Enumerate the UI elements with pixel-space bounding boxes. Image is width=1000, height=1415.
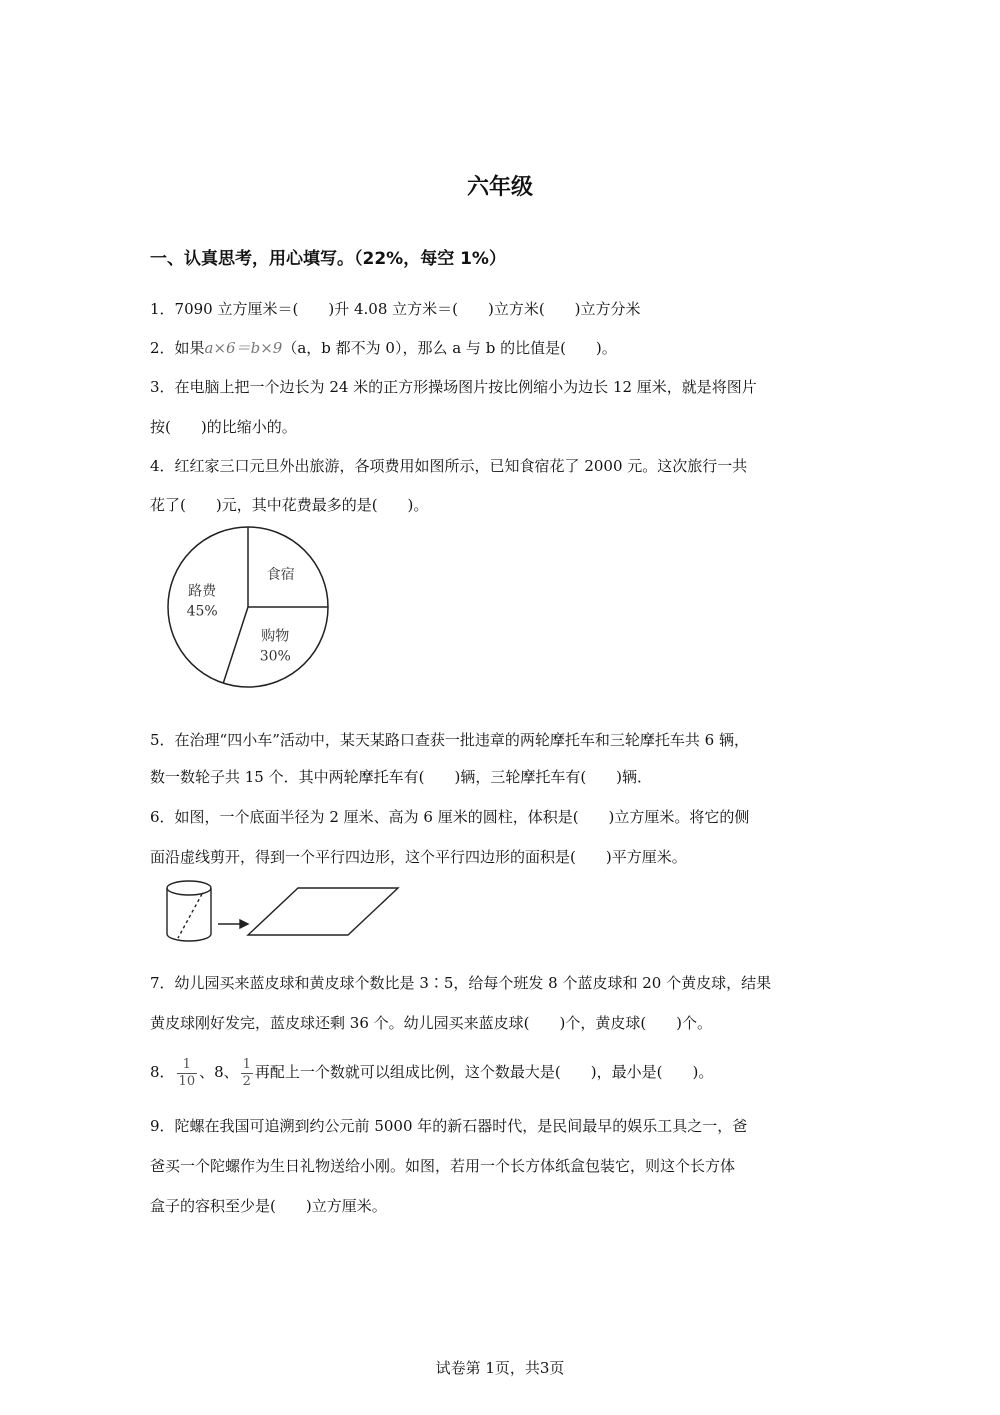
question-8-suffix: 再配上一个数就可以组成比例，这个数最大是( )，最小是( )。 [254, 1063, 714, 1081]
question-4-line-1: 4．红红家三口元旦外出旅游，各项费用如图所示，已知食宿花了 2000 元。这次旅行一共 [150, 457, 748, 475]
question-6-line-2: 面沿虚线剪开，得到一个平行四边形，这个平行四边形的面积是( )平方厘米。 [150, 848, 687, 866]
pie-slice-label: 食宿 [266, 567, 295, 584]
question-8-middle: 、8、 [199, 1063, 239, 1081]
question-5-line-1: 5．在治理“四小车”活动中，某天某路口查获一批违章的两轮摩托车和三轮摩托车共 6 辆， [150, 731, 749, 749]
cylinder-unfold-figure [160, 878, 405, 944]
pie-slice-value-label: 45% [186, 603, 218, 620]
page-title: 六年级 [466, 175, 533, 200]
fraction-one-tenth [177, 1057, 198, 1090]
question-2-equation: a×6＝b×9 [204, 339, 283, 357]
fraction-denominator: 10 [178, 1073, 196, 1089]
question-9-line-3: 盒子的容积至少是( )立方厘米。 [150, 1197, 387, 1215]
question-2-suffix: （a，b 都不为 0），那么 a 与 b 的比值是( )。 [282, 339, 617, 357]
question-2 [150, 337, 617, 359]
pie-slice-label: 路费 [188, 583, 217, 600]
question-4-line-2: 花了( )元，其中花费最多的是( )。 [150, 496, 429, 514]
cylinder-shape [167, 881, 211, 941]
question-9-line-2: 爸买一个陀螺作为生日礼物送给小刚。如图，若用一个长方体纸盒包装它，则这个长方体 [150, 1157, 736, 1175]
question-7-line-2: 黄皮球刚好发完，蓝皮球还剩 36 个。幼儿园买来蓝皮球( )个，黄皮球( )个。 [150, 1014, 713, 1032]
fraction-one-half [241, 1057, 253, 1090]
fraction-denominator: 2 [242, 1073, 251, 1089]
parallelogram-shape [248, 888, 398, 935]
question-8-prefix: 8． [150, 1063, 175, 1081]
question-8 [150, 1053, 713, 1091]
question-3-line-2: 按( )的比缩小的。 [150, 418, 297, 436]
question-2-prefix: 2．如果 [150, 339, 205, 357]
page-footer: 试卷第 1页，共3页 [435, 1359, 565, 1377]
fraction-numerator: 1 [177, 1057, 198, 1074]
question-7-line-1: 7．幼儿园买来蓝皮球和黄皮球个数比是 3∶5，给每个班发 8 个蓝皮球和 20 个黄皮球，结果 [150, 974, 772, 992]
arrow-icon [218, 920, 248, 928]
question-1: 1．7090 立方厘米＝( )升 4.08 立方米＝( )立方米( )立方分米 [150, 300, 641, 318]
question-9-line-1: 9．陀螺在我国可追溯到约公元前 5000 年的新石器时代，是民间最早的娱乐工具之一，爸 [150, 1117, 748, 1135]
fraction-numerator: 1 [242, 1056, 251, 1072]
question-5-line-2: 数一数轮子共 15 个．其中两轮摩托车有( )辆，三轮摩托车有( )辆． [150, 768, 653, 786]
pie-slice-value-label: 30% [259, 648, 291, 665]
section-heading: 一、认真思考，用心填写。（22%，每空 1%） [150, 249, 506, 269]
pie-slice-label: 购物 [261, 628, 290, 645]
question-6-line-1: 6．如图，一个底面半径为 2 厘米、高为 6 厘米的圆柱，体积是( )立方厘米。将它的侧 [150, 808, 750, 826]
question-3-line-1: 3．在电脑上把一个边长为 24 米的正方形操场图片按比例缩小为边长 12 厘米，就是将图片 [150, 378, 757, 396]
expense-pie-chart [160, 525, 340, 700]
